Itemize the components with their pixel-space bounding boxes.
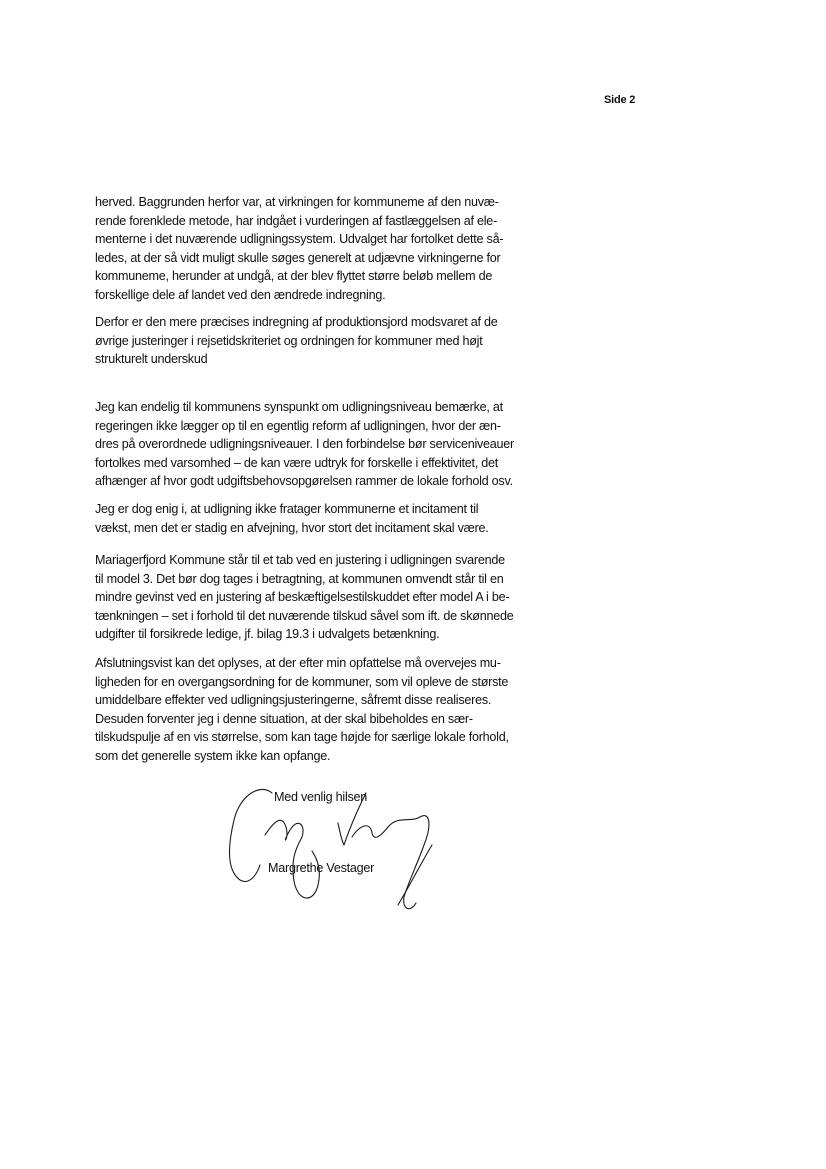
text-line: herved. Baggrunden herfor var, at virkningen for kommuneme af den nuvæ-	[95, 195, 499, 209]
paragraph-3	[95, 398, 565, 491]
paragraph-2	[95, 313, 565, 369]
signature-stroke	[265, 820, 319, 898]
text-line: menterne i det nuværende udligningssystem. Udvalget har fortolket dette så-	[95, 232, 504, 247]
text-line: tænkningen – set i forhold til det nuværende tilskud såvel som ift. de skønnede	[95, 608, 514, 623]
paragraph-1	[95, 193, 565, 305]
paragraph-5	[95, 551, 565, 644]
text-line: tilskudspulje af en vis størrelse, som kan tage højde for særlige lokale forhold,	[95, 730, 509, 745]
signature-stroke	[229, 789, 272, 881]
text-line: fortolkes med varsomhed – de kan være udtryk for forskelle i effektivitet, det	[95, 455, 499, 470]
signer-name: Margrethe Vestager	[268, 861, 375, 875]
text-line: Jeg kan endelig til kommunens synspunkt om udligningsniveau bemærke, at	[95, 400, 503, 414]
text-line: Mariagerfjord Kommune står til et tab ved en justering i udligningen svarende	[95, 553, 505, 567]
text-line: udgifter til forsikrede ledige, jf. bilag 19.3 i udvalgets betænkning.	[95, 627, 440, 642]
signature-stroke	[398, 845, 432, 905]
text-line: Afslutningsvist kan det oplyses, at der efter min opfattelse må overvejes mu-	[95, 656, 501, 670]
text-line: ligheden for en overgangsordning for de kommuner, som vil opleve de største	[95, 674, 509, 689]
paragraph-4	[95, 500, 565, 537]
handwritten-signature	[220, 785, 445, 920]
text-line: øvrige justeringer i rejsetidskriteriet og ordningen for kommuner med højt	[95, 333, 483, 348]
text-line: mindre gevinst ved en justering af beskæftigelsestilskuddet efter model A i be-	[95, 590, 510, 605]
text-line: Derfor er den mere præcises indregning af produktionsjord modsvaret af de	[95, 315, 498, 329]
page-number: Side 2	[604, 94, 636, 106]
text-line: Jeg er dog enig i, at udligning ikke fratager kommunerne et incitament til	[95, 502, 479, 516]
text-line: Desuden forventer jeg i denne situation, at der skal bibeholdes en sær-	[95, 711, 473, 726]
text-line: vækst, men det er stadig en afvejning, hvor stort det incitament skal være.	[95, 520, 489, 535]
closing-greeting: Med venlig hilsen	[274, 790, 368, 804]
text-line: dres på overordnede udligningsniveauer. I den forbindelse bør serviceniveauer	[95, 437, 515, 452]
text-line: forskellige dele af landet ved den ændrede indregning.	[95, 287, 386, 302]
text-line: til model 3. Det bør dog tages i betragtning, at kommunen omvendt står til en	[95, 571, 504, 586]
paragraph-6	[95, 654, 565, 766]
text-line: kommuneme, herunder at undgå, at der blev flyttet større beløb mellem de	[95, 269, 493, 284]
text-line: rende forenklede metode, har indgået i vurderingen af fastlæggelsen af ele-	[95, 213, 498, 228]
text-line: regeringen ikke lægger op til en egentlig reform af udligningen, hvor der æn-	[95, 418, 501, 433]
text-line: som det generelle system ikke kan opfange.	[95, 748, 331, 763]
text-line: strukturelt underskud	[95, 352, 208, 367]
text-line: ledes, at der så vidt muligt skulle søges generelt at udjævne virkningerne for	[95, 250, 501, 265]
text-line: umiddelbare effekter ved udligningsjusteringerne, såfremt disse realiseres.	[95, 693, 492, 708]
text-line: afhænger af hvor godt udgiftsbehovsopgørelsen rammer de lokale forhold osv.	[95, 474, 513, 489]
